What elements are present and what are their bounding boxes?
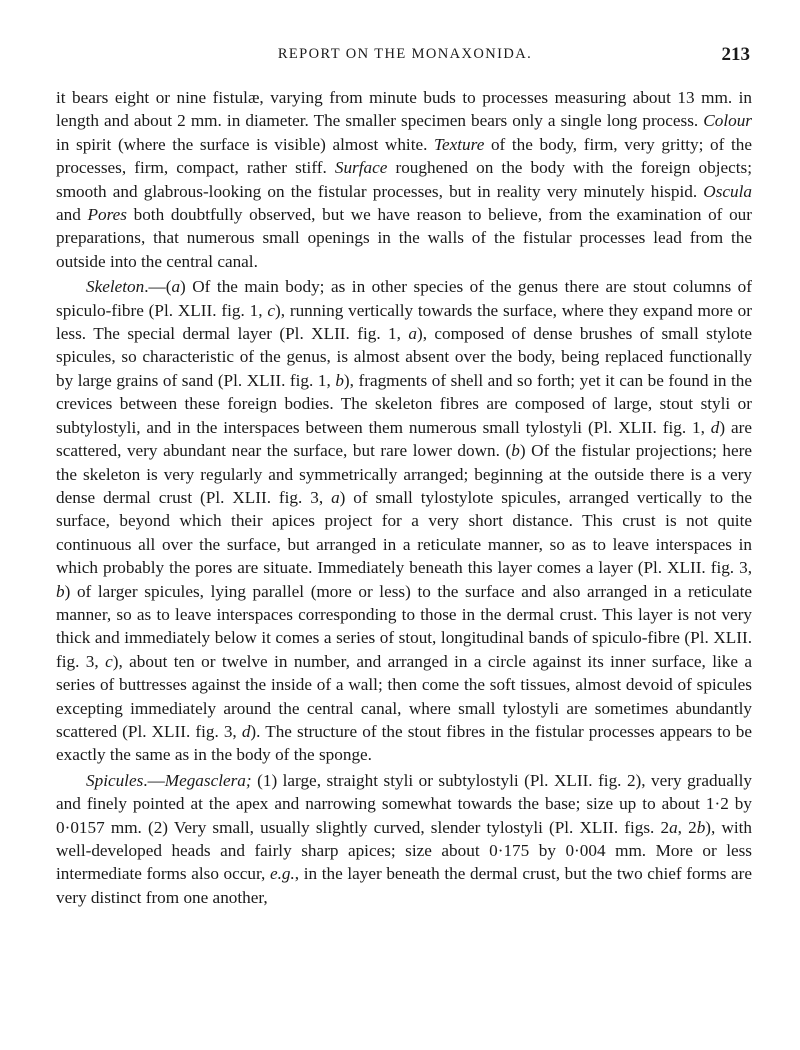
italic-run: a [171,277,181,297]
italic-run: b [696,817,706,837]
italic-run: Oscula [703,181,752,201]
italic-run: d [241,721,251,741]
italic-run: c [105,651,113,671]
italic-run: Megasclera; [164,770,252,790]
paragraph-spicules: Spicules.—Megasclera; (1) large, straight styli or subtylostyli (Pl. XLII. fig. 2), very gradually and finely pointed at the apex and narrowing somewhat towards the base; size up to about 1·2 by 0·0157 mm. (2) Very small, usually slightly curved, slender tylostyli (Pl. XLII. figs. 2a, 2b), with well-developed heads and fairly sharp apices; size about 0·175 by 0·004 mm. More or less intermediate forms also occur, e.g., in the layer beneath the dermal crust, but the two chief forms are very distinct from one another, [56,770,753,907]
italic-run: e.g. [269,864,295,884]
italic-run: b [56,581,65,601]
italic-run: b [335,370,344,390]
italic-run: c [267,300,275,320]
italic-run: Pores [87,205,127,225]
paragraph-skeleton: Skeleton.—(a) Of the main body; as in other species of the genus there are stout columns of spiculo-fibre (Pl. XLII. fig. 1, c), running vertically towards the surface, where they expand more or less. The special dermal layer (Pl. XLII. fig. 1, a), composed of dense brushes of small stylote spicules, so characteristic of the genus, is almost absent over the body, being replaced functionally by large grains of sand (Pl. XLII. fig. 1, b), fragments of shell and so forth; yet it can be found in the crevices between these foreign bodies. The skeleton fibres are composed of large, stout styli or subtylostyli, and in the interspaces between them numerous small tylostyli (Pl. XLII. fig. 1, d) are scattered, very abundant near the surface, but rare lower down. (b) Of the fistular projections; here the skeleton is very regularly and symmetrically arranged; beginning at the outside there is a very dense dermal crust (Pl. XLII. fig. 3, a) of small tylostylote spicules, arranged vertically to the surface, beyond which their apices project for a very short distance. This crust is not quite continuous all over the surface, but arranged in a reticulate manner, so as to leave interspaces in which probably the pores are situate. Immediately beneath this layer comes a layer (Pl. XLII. fig. 3, b) of larger spicules, lying parallel (more or less) to the surface and also arranged in a reticulate manner, so as to leave interspaces corresponding to those in the dermal crust. This layer is not very thick and immediately below it comes a series of stout, longitudinal bands of spiculo-fibre (Pl. XLII. fig. 3, c), about ten or twelve in number, and arranged in a circle against its inner surface, like a series of buttresses against the inside of a wall; then come the soft tissues, almost devoid of spicules excepting immediately around the central canal, where small tylostyli are sometimes abundantly scattered (Pl. XLII. fig. 3, d). The structure of the stout fibres in the fistular processes appears to be exactly the same as in the body of the sponge. [56,277,752,765]
page-header [60,44,750,68]
italic-run: d [710,417,720,437]
italic-run: Spicules [86,770,144,790]
italic-run: b [511,441,520,461]
italic-run: Skeleton [86,277,145,297]
italic-run: Texture [434,134,485,154]
italic-run: Surface [334,158,388,178]
italic-run: a [408,324,417,344]
italic-run: a [331,487,340,507]
italic-run: a [669,817,678,837]
body-text [56,86,752,909]
italic-run: Colour [703,111,752,131]
paragraph-description: it bears eight or nine fistulæ, varying from minute buds to processes measuring about 13 mm. in length and about 2 mm. in diameter. The smaller specimen bears only a single long process. Colour in spirit (where the surface is visible) almost white. Texture of the body, firm, very gritty; of the processes, firm, compact, rather stiff. Surface roughened on the body with the foreign objects; smooth and glabrous-looking on the fistular processes, but in reality very minutely hispid. Oscula and Pores both doubtfully observed, but we have reason to believe, from the examination of our preparations, that numerous small openings in the walls of the fistular processes lead from the outside into the central canal. [56,88,752,271]
page-number: 213 [721,44,750,65]
running-title: REPORT ON THE MONAXONIDA. [277,46,533,62]
